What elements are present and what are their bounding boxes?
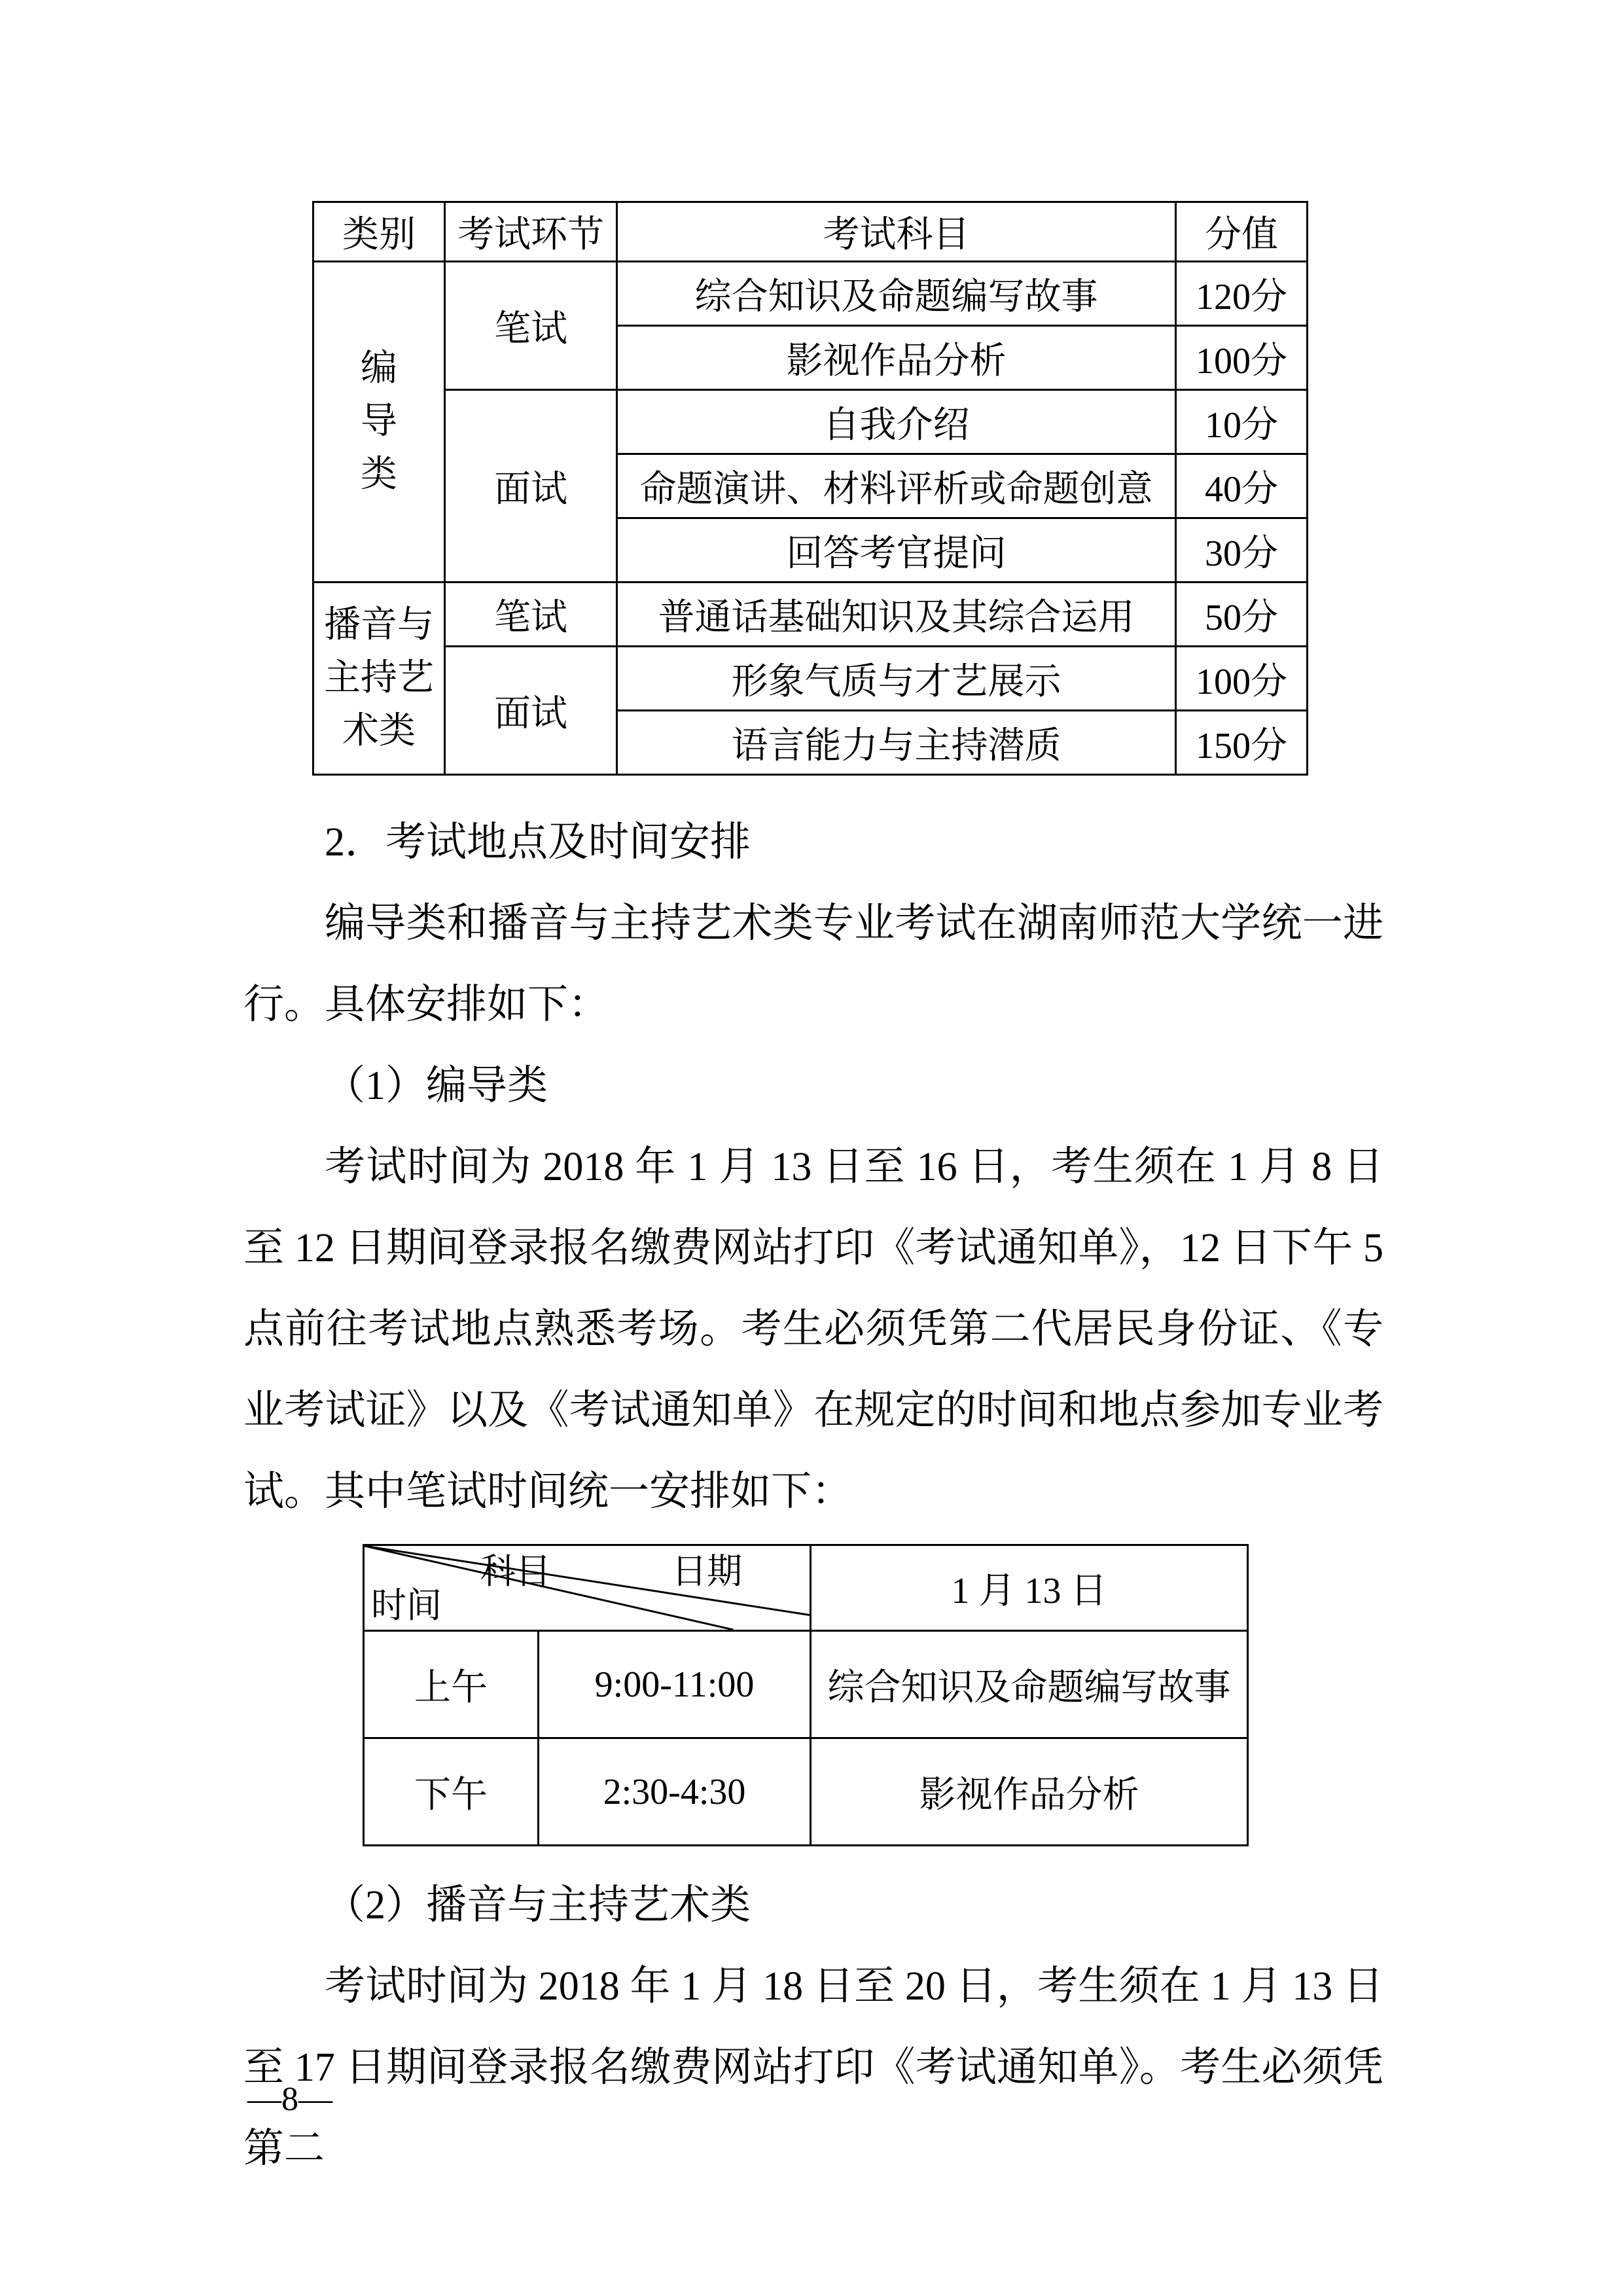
score-cell: 30分: [1176, 518, 1308, 583]
page-number: —8—: [247, 2081, 332, 2118]
paragraph-boyin-schedule: 考试时间为 2018 年 1 月 18 日至 20 日，考生须在 1 月 13 日至 17 日期间登录报名缴费网站打印《考试通知单》。考生必须凭第二: [243, 1964, 1383, 2171]
section-heading-2: 2．考试地点及时间安排: [325, 820, 751, 865]
date-header-cell: 1 月 13 日: [811, 1545, 1248, 1631]
subject-cell: 影视作品分析: [811, 1738, 1248, 1846]
subject-cell: 综合知识及命题编写故事: [617, 262, 1176, 326]
score-cell: 50分: [1176, 583, 1308, 647]
subject-cell: 命题演讲、材料评析或命题创意: [617, 454, 1176, 518]
subject-cell: 语言能力与主持潜质: [617, 711, 1176, 775]
subject-cell: 回答考官提问: [617, 518, 1176, 583]
table-row: [313, 390, 1308, 454]
category-cell-boyin: [313, 583, 445, 775]
written-exam-schedule-table: [363, 1544, 1249, 1846]
schedule-header-row: [364, 1545, 1248, 1631]
category-label: 编导类: [360, 348, 397, 495]
header-stage: 考试环节: [445, 202, 617, 262]
stage-cell-interview: 面试: [445, 647, 617, 775]
score-cell: 100分: [1176, 326, 1308, 390]
subject-cell: 影视作品分析: [617, 326, 1176, 390]
header-score: 分值: [1176, 202, 1308, 262]
corner-subject-label: 科目: [480, 1552, 551, 1591]
schedule-row-morning: [364, 1631, 1248, 1738]
subject-cell: 形象气质与才艺展示: [617, 647, 1176, 711]
score-cell: 100分: [1176, 647, 1308, 711]
exam-structure-table: [312, 201, 1308, 776]
stage-cell-interview: 面试: [445, 390, 617, 583]
score-cell: 120分: [1176, 262, 1308, 326]
table-row: [313, 647, 1308, 711]
paragraph-biandao-schedule: 考试时间为 2018 年 1 月 13 日至 16 日，考生须在 1 月 8 日至 12 日期间登录报名缴费网站打印《考试通知单》，12 日下午 5 点前往考试地点熟悉考场。考生必须凭第二代居民身份证、《专业考试证》以及《考试通知单》在规定的时间和地点参加专业考试。其中笔试时间统一安排如下：: [243, 1145, 1383, 1514]
table-row: [313, 262, 1308, 326]
period-cell: 下午: [364, 1738, 539, 1846]
time-cell: 2:30-4:30: [539, 1738, 811, 1846]
stage-cell-written: 笔试: [445, 262, 617, 390]
category-cell-biandao: [313, 262, 445, 583]
header-subject: 考试科目: [617, 202, 1176, 262]
subject-cell: 综合知识及命题编写故事: [811, 1631, 1248, 1738]
time-cell: 9:00-11:00: [539, 1631, 811, 1738]
score-cell: 150分: [1176, 711, 1308, 775]
header-category: 类别: [313, 202, 445, 262]
paragraph-overview: 编导类和播音与主持艺术类专业考试在湖南师范大学统一进行。具体安排如下：: [243, 901, 1383, 1027]
stage-cell-written: 笔试: [445, 583, 617, 647]
corner-time-label: 时间: [371, 1586, 442, 1625]
score-cell: 10分: [1176, 390, 1308, 454]
table-row: [313, 583, 1308, 647]
period-cell: 上午: [364, 1631, 539, 1738]
subheading-biandao: （1）编导类: [325, 1064, 548, 1108]
category-label: 播音与主持艺术类: [323, 604, 434, 752]
subject-cell: 自我介绍: [617, 390, 1176, 454]
corner-date-label: 日期: [671, 1552, 743, 1591]
subheading-boyin: （2）播音与主持艺术类: [325, 1883, 751, 1928]
subject-cell: 普通话基础知识及其综合运用: [617, 583, 1176, 647]
score-cell: 40分: [1176, 454, 1308, 518]
diagonal-corner-cell: [364, 1545, 811, 1631]
schedule-row-afternoon: [364, 1738, 1248, 1846]
table-header-row: [313, 202, 1308, 262]
